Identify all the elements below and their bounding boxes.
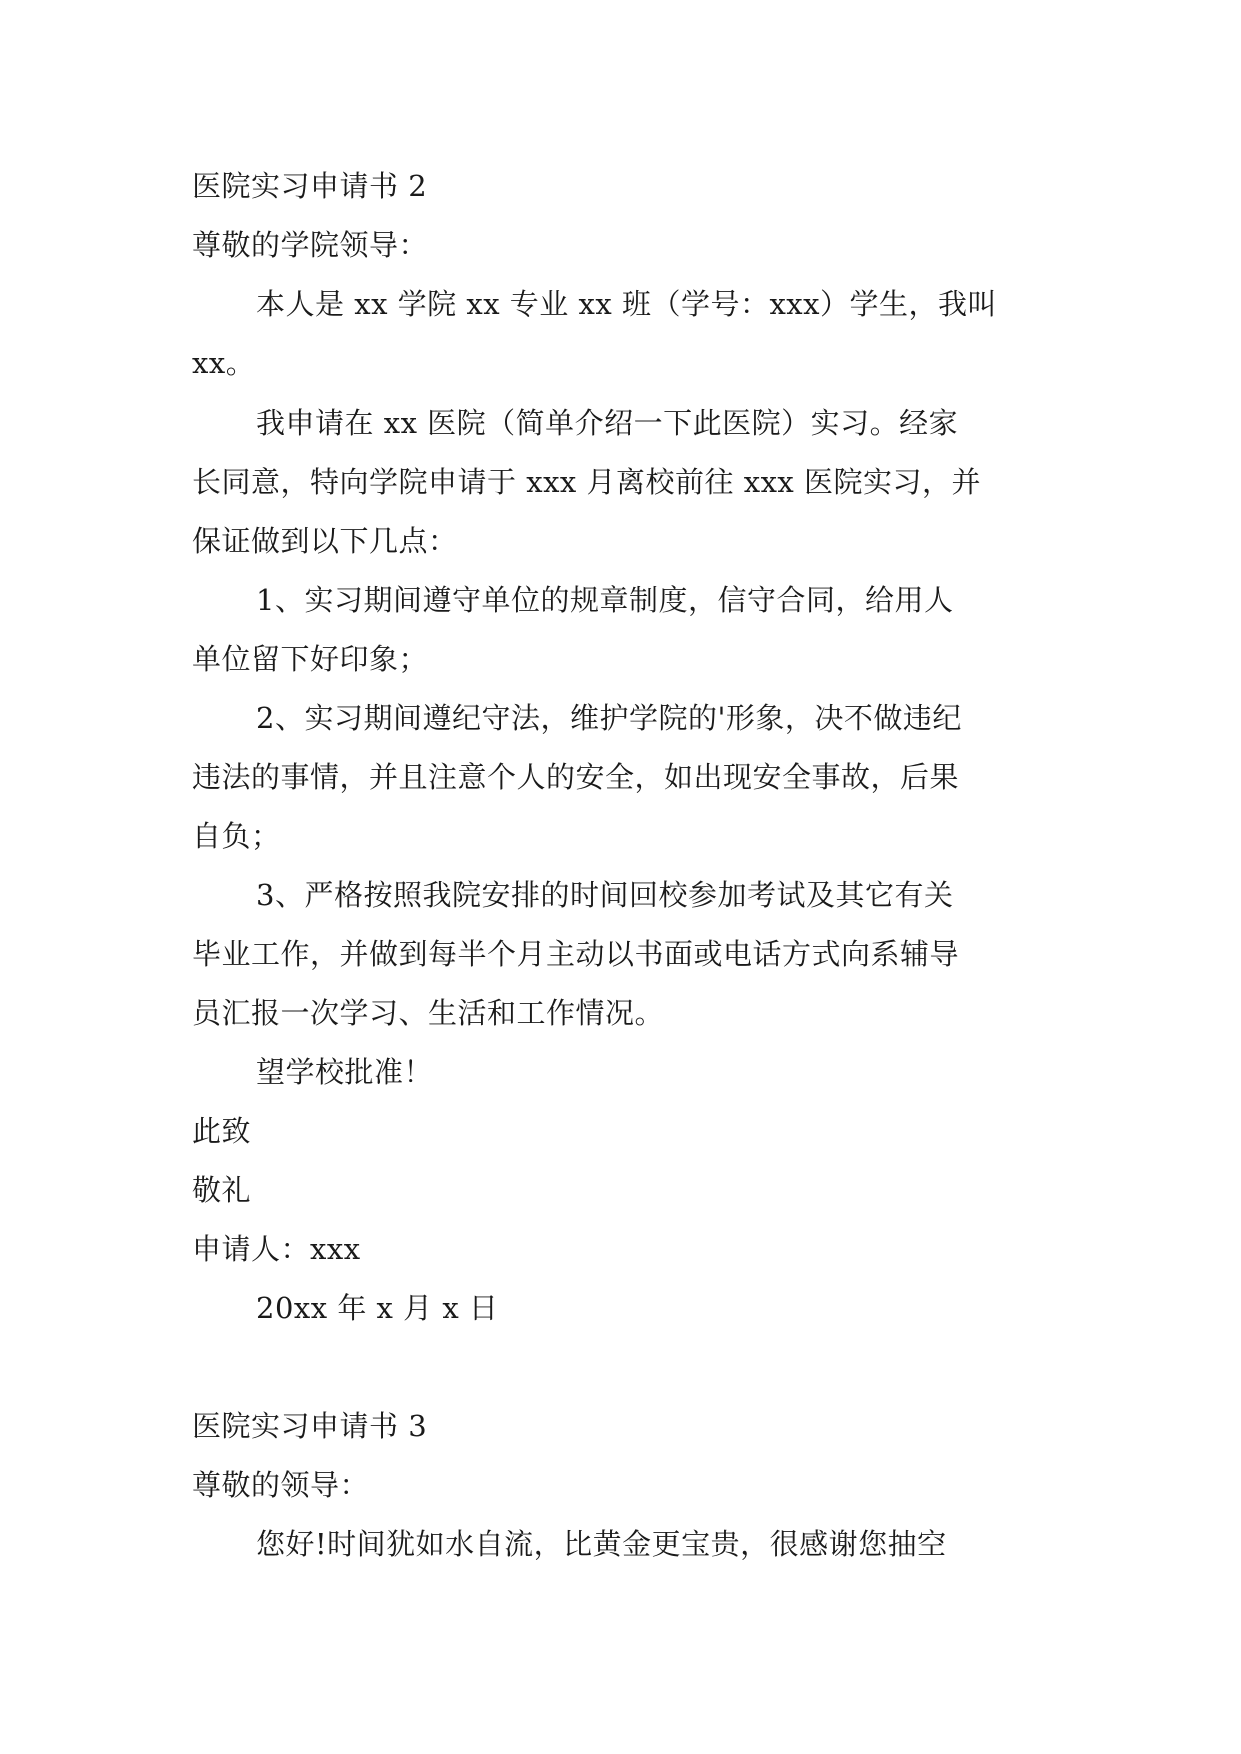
doc2-paragraph-2-line-2: 长同意，特向学院申请于 xxx 月离校前往 xxx 医院实习，并: [192, 465, 982, 499]
doc2-item-1-line-1: 1、实习期间遵守单位的规章制度，信守合同，给用人: [256, 583, 954, 617]
doc2-closing: 望学校批准！: [256, 1055, 434, 1089]
doc2-jingli: 敬礼: [192, 1173, 252, 1207]
doc2-item-2-line-1: 2、实习期间遵纪守法，维护学院的'形象，决不做违纪: [256, 701, 962, 735]
doc2-item-3-line-3: 员汇报一次学习、生活和工作情况。: [192, 996, 665, 1030]
doc2-title: 医院实习申请书 2: [192, 169, 428, 203]
doc3-salutation: 尊敬的领导：: [192, 1468, 370, 1502]
doc2-cizhi: 此致: [192, 1114, 252, 1148]
doc2-item-1-line-2: 单位留下好印象；: [192, 642, 429, 676]
doc3-paragraph-1-line-1: 您好!时间犹如水自流，比黄金更宝贵，很感谢您抽空: [256, 1527, 947, 1561]
doc2-salutation: 尊敬的学院领导：: [192, 228, 429, 262]
doc2-paragraph-1-line-2: xx。: [192, 346, 256, 380]
doc2-item-3-line-2: 毕业工作，并做到每半个月主动以书面或电话方式向系辅导: [192, 937, 960, 971]
doc2-paragraph-1-line-1: 本人是 xx 学院 xx 专业 xx 班（学号：xxx）学生，我叫: [256, 287, 998, 321]
doc3-title: 医院实习申请书 3: [192, 1409, 428, 1443]
doc2-item-2-line-2: 违法的事情，并且注意个人的安全，如出现安全事故，后果: [192, 760, 960, 794]
doc2-applicant: 申请人：xxx: [192, 1232, 361, 1266]
doc2-date: 20xx 年 x 月 x 日: [256, 1291, 499, 1325]
doc2-item-3-line-1: 3、严格按照我院安排的时间回校参加考试及其它有关: [256, 878, 954, 912]
doc2-paragraph-2-line-3: 保证做到以下几点：: [192, 524, 458, 558]
doc2-paragraph-2-line-1: 我申请在 xx 医院（简单介绍一下此医院）实习。经家: [256, 406, 959, 440]
doc2-item-2-line-3: 自负；: [192, 819, 281, 853]
